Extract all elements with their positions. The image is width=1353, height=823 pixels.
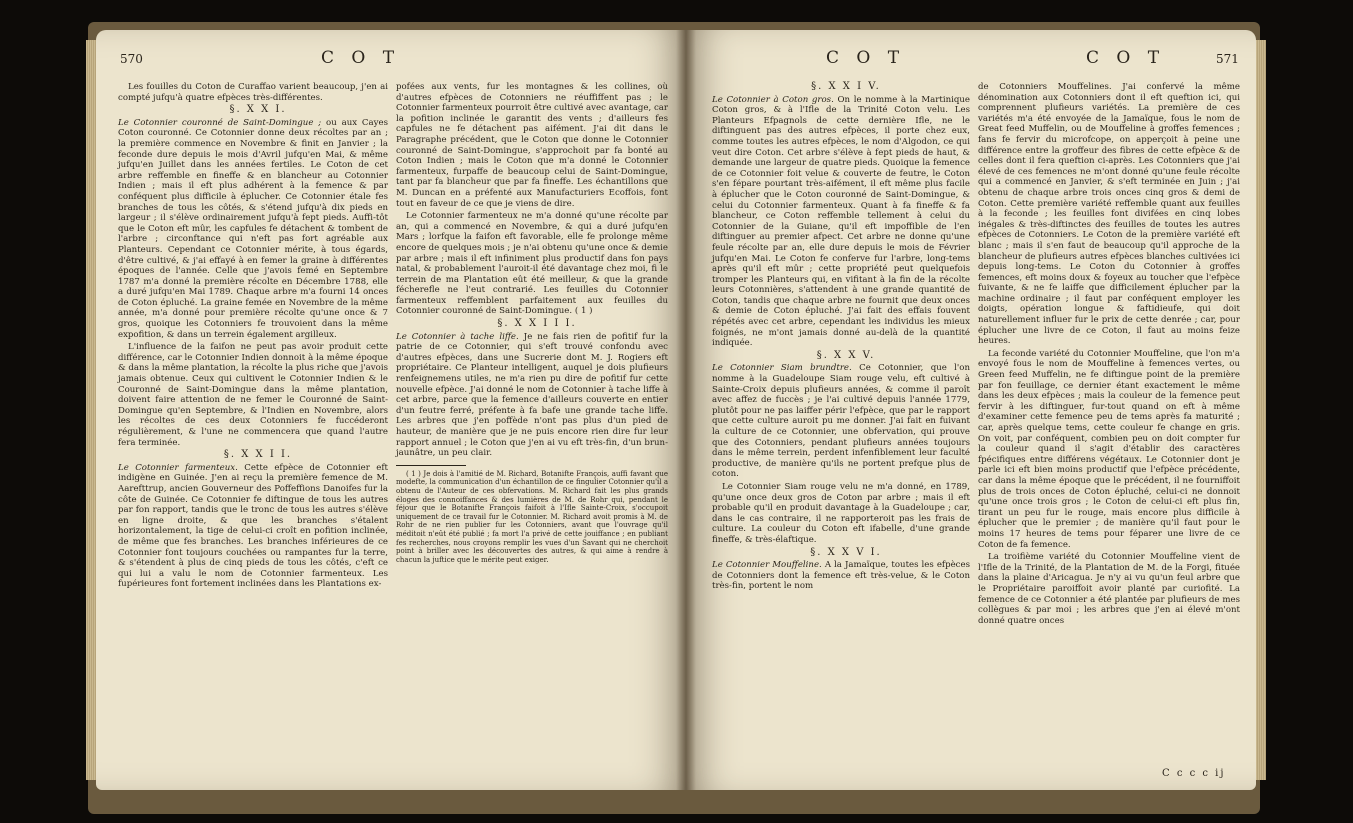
right-column-2: [978, 82, 1240, 628]
paragraph-text: Cette efpèce de Cotonnier eft indigène en Guinée. J'en ai reçu la première femence de M. Aarefttrup, ancien Gouverneur des Poffeffions Danoifes fur la côte de Guinée. Ce Cotonnier fe diftingue de tous les autres par fon rapport, tandis que le tronc de tous les autres s'élève en ligne droite, & que les branches s'étalent horizontalement, la tige de celui-ci croît en pofition inclinée, de même que fes branches. Les branches inférieures de ce Cotonnier font toujours couchées ou rampantes fur la terre, & s'étendent à plus de cinq pieds de tous les côtés, c'eft ce qui lui a valu le nom de Cotonnier farmenteux. Les fupérieures font fortement inclinées dans les Plantations ex-: [118, 462, 389, 590]
right-page: [686, 30, 1256, 790]
section-heading: §. X X V I.: [810, 546, 882, 558]
left-page: [96, 30, 686, 790]
paragraph: Les fouilles du Coton de Curaffao varient beaucoup, j'en ai compté jufqu'à quatre efpèces très-différentes.: [118, 82, 388, 103]
paragraph: L'influence de la faifon ne peut pas avoir produit cette différence, car le Cotonnier Indien donnoit à la même époque & dans la même plantation, la récolte la plus riche que j'avois jamais obtenue. Ceux qui cultivent le Cotonnier Indien & le Couronné de Saint-Domingue dans la même plantation, doivent faire attention de ne femer le Couronné de Saint-Domingue qu'en Septembre, & l'Indien en Novembre, alors les récoltes de ces deux Cotonniers fe fuccéderont régulièrement, & l'une ne commencera que quand l'autre fera terminée.: [118, 342, 388, 448]
running-head: C O T: [1086, 48, 1166, 68]
left-column-2: [396, 82, 668, 566]
footnote: ( 1 ) Je dois à l'amitié de M. Richard, Botanifte François, auffi favant que modefte, la communication d'un échantillon de ce fingulier Cotonnier qu'il a obtenu de l'Auteur de ces obfervations. M. Richard fait les plus grands éloges des connoiffances & des lumières de M. de Rohr qui, pendant le féjour que le Botanifte François faifoit à l'Ifle Sainte-Croix, s'occupoit uniquement de ce travail fur le Cotonnier. M. Richard avoit promis à M. de Rohr de ne rien publier fur les Cotonniers, avant que l'ouvrage qu'il méditoit n'eût été publié ; fa mort l'a privé de cette jouiffance ; en publiant fes recherches, nous croyons remplir les vues d'un Savant qui ne cherchoit point à briller avec les découvertes des autres, & qui aime à rendre à chacun la juftice que le mérite peut exiger.: [396, 469, 668, 564]
paragraph: La troifième variété du Cotonnier Mouffeline vient de l'Ifle de la Trinité, de la Plantation de M. de la Forgi, fituée dans la plaine d'Aricagua. Je n'y ai vu qu'un feul arbre que le Propriétaire paroiffoit avoir planté par curiofité. La femence de ce Cotonnier a été plantée par plufieurs de mes collègues & par moi ; les arbres que j'en ai élevé m'ont donné quatre onces: [978, 552, 1240, 626]
paragraph: Le Cotonnier Siam rouge velu ne m'a donné, en 1789, qu'une once deux gros de Coton par arbre ; mais il eft probable qu'il en produit davantage à la Guadeloupe ; car, dans le cas contraire, il ne rapporteroit pas les frais de culture. La couleur du Coton eft ifabelle, d'une grande fineffe, & très-élaftique.: [712, 481, 970, 545]
paragraph-text: Ce Cotonnier, que l'on nomme à la Guadeloupe Siam rouge velu, eft cultivé à Sainte-Croix depuis plufieurs années, & comme il paroît avec affez de fuccès ; je l'ai cultivé depuis l'année 1779, plutôt pour ne pas laiffer périr l'efpèce, que par le rapport que cette culture auroit pu me donner. J'ai fait en fuivant la culture de ce Cotonnier, une obfervation, qui prouve que des Cotonniers, pendant plufieurs années toujours dans le même terrein, perdent infenfiblement leur faculté productive, de manière qu'ils ne portent prefque plus de coton.: [712, 363, 970, 480]
section-heading: §. X X I I.: [223, 449, 293, 461]
section-heading: §. X X I.: [229, 104, 287, 116]
species-title: Le Cotonnier farmenteux.: [118, 462, 238, 473]
paragraph: Le Cotonnier farmenteux ne m'a donné qu'une récolte par an, qui a commencé en Novembre, & qui a duré jufqu'en Mars ; lorfque la faifon eft favorable, elle fe prolonge même encore de quelques mois ; je n'ai obtenu qu'une once & demie par arbre ; mais il eft infiniment plus productif dans fon pays natal, & probablement l'auroit-il été davantage chez moi, fi le terrein de ma Plantation eût été meilleur, & que la grande fécherefle ne l'eut contrarié. Les feuilles du Cotonnier farmenteux reffemblent parfaitement aux feuilles du Cotonnier couronné de Saint-Domingue. ( 1 ): [396, 211, 668, 317]
section-heading: §. X X V.: [816, 349, 876, 361]
page-number: 570: [120, 52, 143, 66]
footnote-rule: [396, 465, 466, 466]
right-column-1: [712, 82, 970, 594]
paragraph: [396, 332, 668, 459]
section-heading: §. X X I I I.: [497, 318, 577, 330]
signature-mark: C c c c ij: [1162, 768, 1226, 779]
paragraph: [118, 118, 388, 340]
page-number: 571: [1216, 52, 1239, 66]
species-title: Le Cotonnier à tache liffe.: [396, 331, 519, 342]
paragraph-text: ou aux Cayes Coton couronné. Ce Cotonnier donne deux récoltes par an ; la première commence en Novembre & finit en Janvier ; la feconde dure depuis le mois d'Avril jufqu'en Mai, & même jufqu'en Juillet dans les années fertiles. Le Coton de cet arbre reffemble en fineffe & en blancheur au Cotonnier Indien ; mais il eft plus adhérent à la femence & par conféquent plus difficile à éplucher. Ce Cotonnier étale fes branches de tous les côtés, & s'étend jufqu'à dix pieds en largeur ; il s'élève ordinairement jufqu'à fept pieds. Auffi-tôt que le Coton eft mûr, les capfules fe détachent & tombent de l'arbre ; circonftance qui n'eft pas fort agréable aux Planteurs. Cependant ce Cotonnier mérite, à tous égards, d'être cultivé, & j'ai effayé à en femer la graine à différentes époques de l'année. Celle que j'avois femé en Septembre 1787 m'a donné la première récolte en Décembre 1788, elle a duré jufqu'en Mai 1789. Chaque arbre m'a fourni 14 onces de Coton épluché. La graine femée en Novembre de la même année, m'a donné pour première récolte qu'une once & 7 gros, quoique les Cotonniers fe trouvoient dans la même expofition, & dans un terrein également argilleux.: [118, 117, 388, 340]
species-title: Le Cotonnier à Coton gros.: [712, 94, 834, 105]
paragraph: pofées aux vents, fur les montagnes & les collines, où d'autres efpèces de Cotonniers ne réuffiffent pas ; le Cotonnier farmenteux pourroit être cultivé avec avantage, car la pofition inclinée le garantit des vents ; d'ailleurs fes capfules ne fe détachent pas aifément. J'ai dit dans le Paragraphe précédent, que le Coton que donne le Cotonnier couronné de Saint-Domingue, s'approchoit par fa bonté au Coton Indien ; mais le Coton que m'a donné le Cotonnier farmenteux, furpaffe de beaucoup celui de Saint-Domingue, tant par fa blancheur que par fa fineffe. Les échantillons que M. Duncan en a préfenté aux Manufacturiers Ecoffois, font tout en faveur de ce que je viens de dire.: [396, 82, 668, 209]
paragraph: [118, 463, 388, 590]
paragraph: [712, 560, 970, 592]
running-head: C O T: [826, 48, 906, 68]
paragraph: de Cotonniers Mouffelines. J'ai confervé la même dénomination aux Cotonniers dont il eft queftion ici, qui comprennent plufieurs variétés. La première de ces variétés m'a été envoyée de la Jamaïque, fous le nom de Great feed Muffelin, ou de Mouffeline à groffes femences ; fans fe fervir du microfcope, on apperçoit à peine une différence entre la groffeur des fibres de cette efpèce & de celles dont il fera queftion ci-après. Les Cotonniers que j'ai élevé de ces femences ne m'ont donné qu'une feule récolte qui a commencé en Janvier, & s'eft terminée en Juin ; j'ai obtenu de chaque arbre trois onces cinq gros & demi de Coton. Cette première variété reffemble quant aux feuilles à la feconde ; les feuilles font divifées en cinq lobes inégales & très-diftinctes des feuilles de toutes les autres efpèces de Cotonniers. Le Coton de la première variété eft blanc ; mais il s'en faut de beaucoup qu'il approche de la blancheur de plufieurs autres efpèces blanches cultivées ici depuis long-tems. Le Coton du Cotonnier à groffes femences, eft moins doux & foyeux au toucher que l'efpèce fuivante, & ne fe laiffe que difficilement éplucher par la machine ordinaire ; il faut par conféquent employer les doigts, opération longue & faftidieufe, qui doit naturellement influer fur le prix de cette denrée ; car, pour éplucher une livre de ce Coton, il faut au moins feize heures.: [978, 82, 1240, 347]
species-title: Le Cotonnier couronné de Saint-Domingue ;: [118, 117, 322, 128]
paragraph: [712, 363, 970, 480]
paragraph: [712, 95, 970, 349]
book-gutter: [676, 30, 696, 790]
paragraph-text: Je ne fais rien de pofitif fur la patrie de ce Cotonnier, qui s'eft trouvé confondu avec d'autres efpèces, dans une Sucrerie dont M. J. Rogiers eft propriétaire. Ce Planteur intelligent, auquel je dois plufieurs renfeignemens utiles, ne m'a rien pu dire de pofitif fur cette nouvelle efpèce. J'ai donné le nom de Cotonnier à tache liffe à cet arbre, parce que la femence d'ailleurs couverte en entier d'un feutre ferré, préfente à fa bafe une grande tache liffe. Les arbres que j'en poffède n'ont pas plus d'un pied de hauteur, de manière que je ne puis encore rien dire fur leur rapport annuel ; le Coton que j'en ai vu eft très-fin, d'un brun-jaunâtre, un peu clair.: [396, 331, 668, 459]
section-heading: §. X X I V.: [811, 81, 881, 92]
species-title: Le Cotonnier Siam brundtre.: [712, 363, 852, 374]
species-title: Le Cotonnier Mouffeline.: [712, 560, 822, 571]
paragraph: La feconde variété du Cotonnier Mouffeline, que l'on m'a envoyé fous le nom de Mouffeline à femences vertes, ou Green feed Muffelin, ne fe diftingue point de la première par fon feuillage, ce dernier étant exactement le même dans les deux efpèces ; mais la couleur de la femence peut fervir à les diftinguer, fur-tout quand on eft à même d'examiner cette femence peu de tems après fa maturité ; car, après quelque tems, cette couleur fe change en gris. On voit, par conféquent, combien peu on doit compter fur la couleur quand il s'agit d'établir des caractères fpécifiques entre différens végétaux. Le Cotonnier dont je parle ici eft bien moins productif que l'efpèce précédente, car dans la même époque que le précédent, il ne fourniffoit plus de trois onces de Coton épluché, celui-ci ne donnoit qu'une once trois gros ; le Coton de celui-ci eft plus fin, tirant un peu fur le rouge, mais encore plus difficile à éplucher que le premier ; de manière qu'il faut pour le moins 17 heures de tems pour féparer une livre de ce Coton de fa femence.: [978, 348, 1240, 550]
paragraph-text: On le nomme à la Martinique Coton gros, & à l'Ifle de la Trinité Coton velu. Les Planteurs Efpagnols de cette dernière Ifle, ne le diftinguent pas des autres efpèces, il porte chez eux, comme toutes les autres efpèces, le nom d'Algodon, ce qui veut dire Coton. Cet arbre s'élève à fept pieds de haut, & demande une largeur de quatre pieds. Quoique la femence de ce Cotonnier foit velue & couverte de feutre, le Coton s'en fépare pourtant très-aifément, il eft même plus facile à éplucher que le Coton couronné de Saint-Domingue, & celui du Cotonnier farmenteux. Quant à fa fineffe & fa blancheur, ce Coton reffemble tellement à celui du Cotonnier de la Guiane, qu'il eft impoffible de l'en diftinguer au premier afpect. Cet arbre ne donne qu'une feule récolte par an, elle dure depuis le mois de Février jufqu'en Mai. Le Coton fe conferve fur l'arbre, long-tems après qu'il eft mûr ; cette propriété peut quelquefois tromper les Planteurs qui, en vifitant à la fin de la récolte leurs Cotonnières, s'attendent à une grande quantité de Coton, tandis que chaque arbre ne fournit que deux onces & demie de Coton épluché. J'ai fait des effais fouvent répétés avec cet arbre, cependant les individus les mieux foignés, ne m'ont jamais donné au-delà de la quantité indiquée.: [712, 94, 970, 349]
running-head: C O T: [321, 48, 401, 68]
paragraph-text: A la Jamaïque, toutes les efpèces de Cotonniers dont la femence eft très-velue, & le Coton très-fin, portent le nom: [712, 560, 970, 592]
left-column-1: [118, 82, 388, 592]
